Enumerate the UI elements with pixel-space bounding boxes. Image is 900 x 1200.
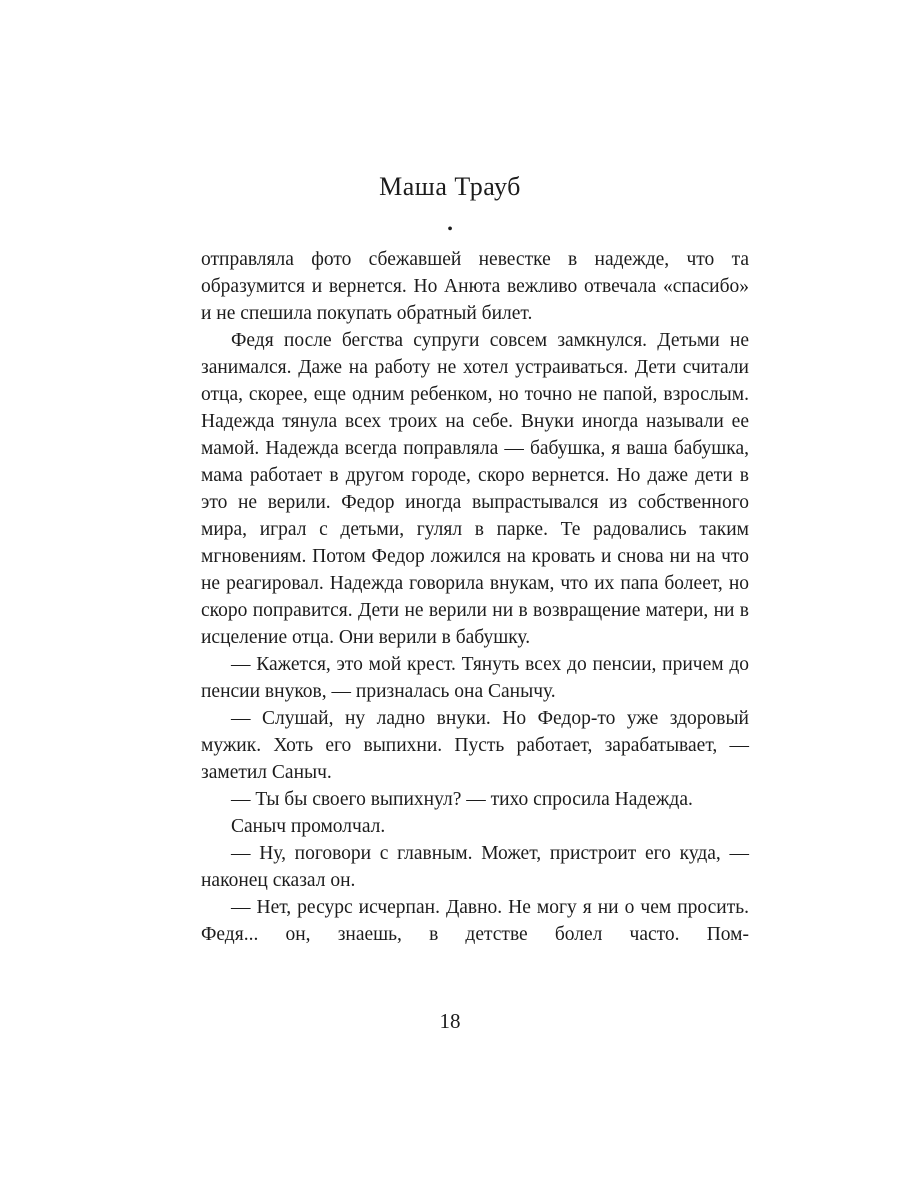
page-number: 18 — [439, 1009, 461, 1033]
paragraph: — Кажется, это мой крест. Тянуть всех до пенсии, причем до пенсии внуков, — призналась она Санычу. — [201, 654, 749, 702]
paragraph: Федя после бегства супруги совсем замкнулся. Детьми не занимался. Даже на работу не хотел устраиваться. Дети считали отца, скорее, еще одним ребенком, но точно не папой, взрослым. Надежда тянула всех троих на себе. Внуки иногда называли ее мамой. Надежда всегда поправляла — бабушка, я ваша бабушка, мама работает в другом городе, скоро вернется. Но даже дети в это не верили. Федор иногда выпрастывался из собственного мира, играл с детьми, гулял в парке. Те радовались таким мгновениям. Потом Федор ложился на кровать и снова ни на что не реагировал. Надежда говорила внукам, что их папа болеет, но скоро поправится. Дети не верили ни в возвращение матери, ни в исцеление отца. Они верили в бабушку. — [201, 330, 749, 648]
paragraph: — Ну, поговори с главным. Может, пристроит его куда, — наконец сказал он. — [201, 843, 749, 891]
paragraph: — Ты бы своего выпихнул? — тихо спросила Надежда. — [231, 789, 693, 810]
paragraph: — Нет, ресурс исчерпан. Давно. Не могу я ни о чем просить. Федя... он, знаешь, в детстве болел часто. Пом- — [201, 897, 749, 945]
paragraph: Саныч промолчал. — [231, 816, 386, 837]
running-head-author: Маша Трауб — [379, 172, 521, 201]
paragraph: отправляла фото сбежавшей невестке в надежде, что та образумится и вернется. Но Анюта вежливо отвечала «спасибо» и не спешила покупать обратный билет. — [201, 249, 749, 324]
body-text — [201, 246, 749, 948]
paragraph: — Слушай, ну ладно внуки. Но Федор-то уже здоровый мужик. Хоть его выпихни. Пусть работает, зарабатывает, — заметил Саныч. — [201, 708, 749, 783]
ornament-dot: • — [447, 221, 453, 238]
